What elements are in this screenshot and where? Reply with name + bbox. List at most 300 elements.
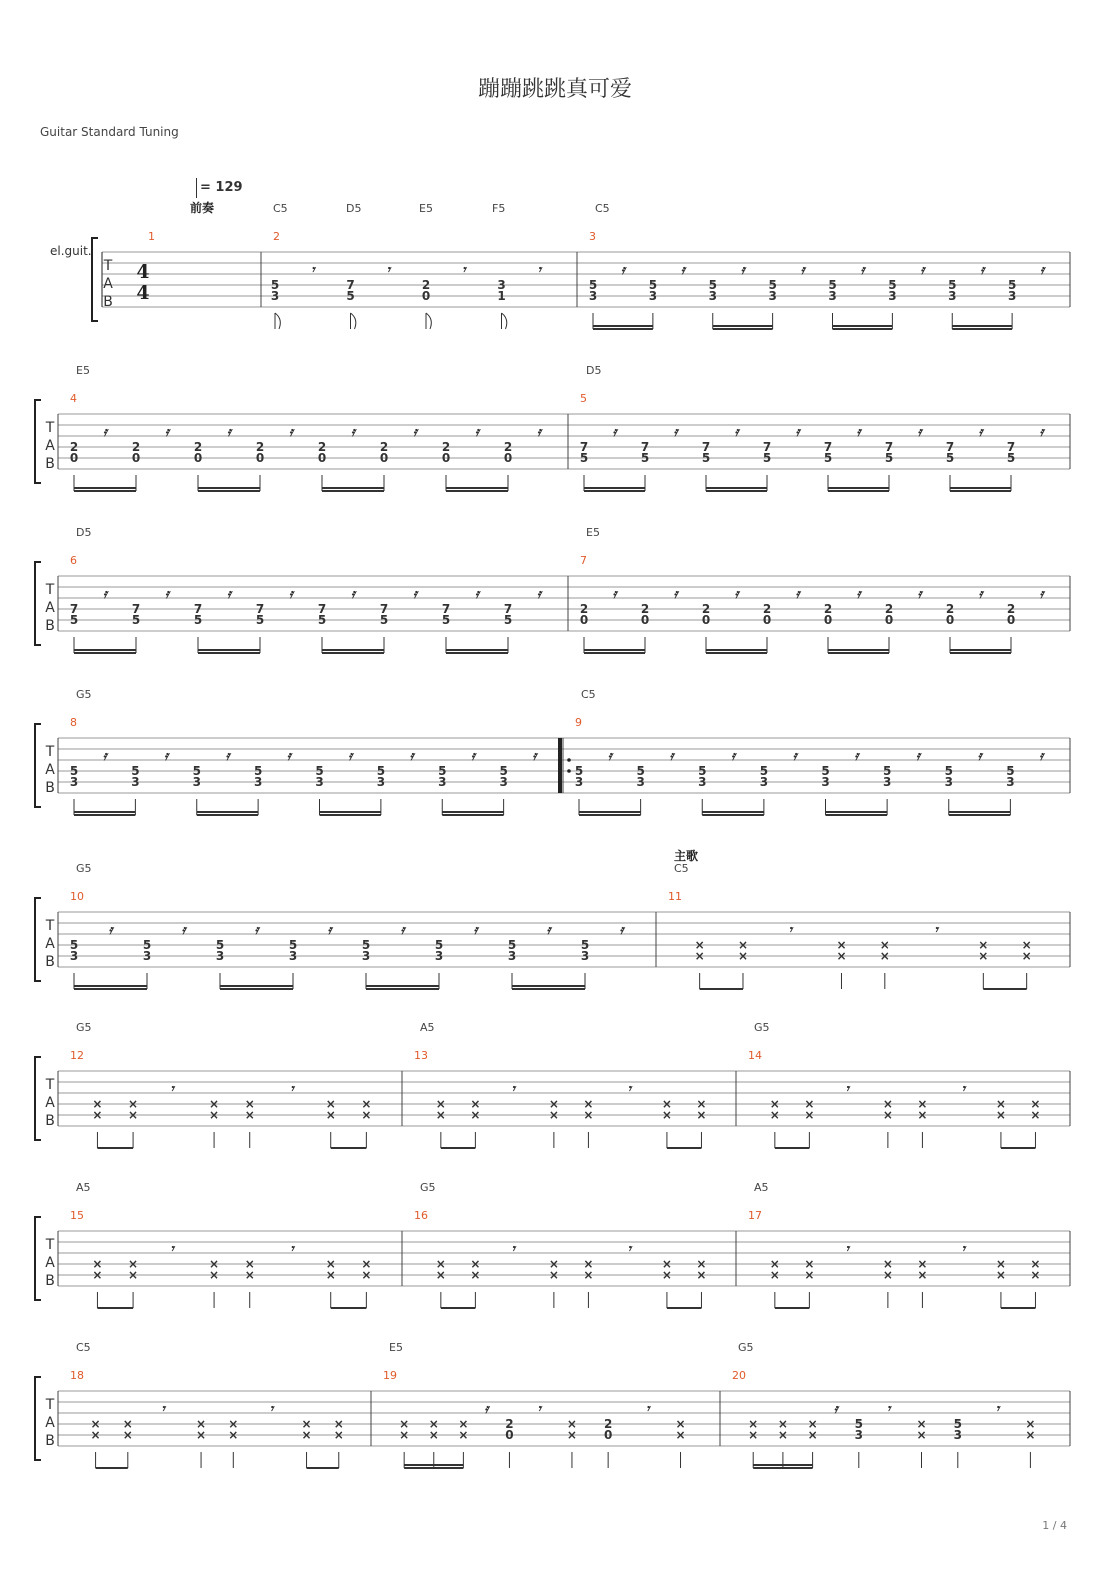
beam — [220, 985, 293, 987]
fret-number: 5 — [823, 451, 833, 465]
muted-note: × — [661, 1097, 672, 1111]
fret-number: 0 — [579, 613, 589, 627]
fret-number: 5 — [821, 764, 830, 778]
chord-symbol: A5 — [76, 1181, 91, 1194]
beam — [1001, 1307, 1036, 1309]
muted-note: × — [583, 1108, 594, 1122]
sixteenth-rest: 𝄿 — [669, 749, 674, 764]
fret-number: 7 — [69, 602, 79, 616]
fret-number: 7 — [379, 602, 389, 616]
muted-note: × — [90, 1417, 101, 1431]
measure-number: 2 — [273, 230, 280, 243]
tab-clef-letter: B — [45, 954, 55, 970]
tempo-marking: = 129 — [200, 180, 243, 195]
sixteenth-rest: 𝄿 — [532, 749, 537, 764]
fret-number: 3 — [288, 949, 298, 963]
chord-symbol: D5 — [346, 202, 362, 215]
fret-number: 3 — [438, 775, 447, 789]
fret-number: 5 — [636, 764, 645, 778]
muted-note: × — [882, 1108, 893, 1122]
sixteenth-rest: 𝄿 — [103, 587, 107, 602]
beam — [442, 811, 503, 813]
fret-number: 3 — [759, 775, 769, 789]
tab-clef-letter: A — [103, 276, 113, 292]
sixteenth-rest: 𝄿 — [286, 749, 291, 764]
sixteenth-rest: 𝄿 — [673, 587, 678, 602]
fret-number: 5 — [192, 764, 201, 778]
fret-number: 0 — [640, 613, 650, 627]
fret-number: 3 — [192, 775, 201, 789]
fret-number: 2 — [69, 440, 79, 454]
fret-number: 2 — [701, 602, 711, 616]
fret-number: 2 — [579, 602, 589, 616]
fret-number: 7 — [762, 440, 772, 454]
fret-number: 3 — [69, 775, 79, 789]
fret-number: 3 — [636, 775, 645, 789]
tab-clef-letter: B — [45, 618, 55, 634]
tab-clef-letter: B — [103, 294, 113, 310]
eighth-rest: 𝄾 — [537, 263, 541, 278]
tab-clef-letter: A — [45, 438, 55, 454]
muted-note: × — [399, 1428, 410, 1442]
beam — [197, 811, 258, 813]
muted-note: × — [675, 1417, 686, 1431]
measure-number: 19 — [383, 1369, 397, 1382]
fret-number: 5 — [580, 938, 590, 952]
sixteenth-rest: 𝄿 — [475, 587, 479, 602]
muted-note: × — [995, 1268, 1006, 1282]
muted-note: × — [361, 1108, 372, 1122]
sixteenth-rest: 𝄿 — [165, 425, 169, 440]
fret-number: 7 — [701, 440, 711, 454]
sixteenth-rest: 𝄿 — [854, 749, 859, 764]
sixteenth-rest: 𝄿 — [856, 425, 861, 440]
muted-note: × — [836, 938, 847, 952]
beam — [307, 1467, 339, 1469]
fret-number: 7 — [255, 602, 265, 616]
fret-number: 5 — [884, 451, 894, 465]
muted-note: × — [333, 1417, 344, 1431]
muted-note: × — [661, 1257, 672, 1271]
beam — [775, 1147, 810, 1149]
muted-note: × — [737, 938, 749, 952]
sixteenth-rest: 𝄿 — [289, 587, 293, 602]
beam — [753, 1467, 812, 1469]
sixteenth-rest: 𝄿 — [227, 425, 231, 440]
beam — [826, 814, 888, 816]
sixteenth-rest: 𝄿 — [470, 749, 475, 764]
fret-number: 5 — [317, 613, 327, 627]
beam — [366, 985, 439, 987]
beam — [331, 1147, 367, 1149]
eighth-rest: 𝄾 — [386, 263, 390, 278]
fret-number: 5 — [574, 764, 584, 778]
muted-note: × — [696, 1268, 707, 1282]
fret-number: 2 — [603, 1417, 613, 1431]
beam — [446, 652, 508, 654]
muted-note: × — [399, 1417, 410, 1431]
chord-symbol: C5 — [581, 688, 596, 701]
muted-note: × — [90, 1428, 101, 1442]
beam — [446, 487, 508, 489]
beam — [441, 1307, 476, 1309]
sixteenth-rest: 𝄿 — [917, 425, 922, 440]
muted-note: × — [209, 1097, 220, 1111]
muted-note: × — [748, 1417, 759, 1431]
fret-number: 5 — [193, 613, 203, 627]
sixteenth-rest: 𝄿 — [413, 425, 417, 440]
fret-number: 1 — [497, 289, 506, 303]
muted-note: × — [435, 1268, 446, 1282]
fret-number: 0 — [441, 451, 451, 465]
measure-number: 17 — [748, 1209, 762, 1222]
muted-note: × — [128, 1257, 139, 1271]
sixteenth-rest: 𝄿 — [915, 749, 920, 764]
muted-note: × — [244, 1257, 255, 1271]
tab-clef-letter: A — [45, 762, 55, 778]
beam — [667, 1147, 702, 1149]
muted-note: × — [836, 949, 847, 963]
muted-note: × — [301, 1428, 312, 1442]
system-bracket — [35, 1217, 41, 1300]
system-bracket — [35, 562, 41, 645]
fret-number: 5 — [579, 451, 589, 465]
sixteenth-rest: 𝄿 — [413, 587, 417, 602]
tab-clef-letter: T — [45, 1077, 55, 1093]
muted-note: × — [696, 1257, 707, 1271]
muted-note: × — [428, 1428, 439, 1442]
fret-number: 3 — [944, 775, 953, 789]
beam — [579, 814, 641, 816]
muted-note: × — [769, 1108, 780, 1122]
beam — [700, 988, 743, 990]
fret-number: 2 — [441, 440, 451, 454]
fret-number: 5 — [701, 451, 711, 465]
tab-clef-letter: T — [45, 1397, 55, 1413]
muted-note: × — [661, 1108, 672, 1122]
page-title: 蹦蹦跳跳真可爱 — [477, 77, 632, 102]
fret-number: 3 — [270, 289, 280, 303]
fret-number: 5 — [441, 613, 451, 627]
beam — [96, 1467, 128, 1469]
fret-number: 7 — [193, 602, 203, 616]
chord-symbol: E5 — [389, 1341, 403, 1354]
fret-number: 7 — [823, 440, 833, 454]
muted-note: × — [1025, 1428, 1036, 1442]
beam — [584, 649, 645, 651]
muted-note: × — [209, 1268, 220, 1282]
sixteenth-rest: 𝄿 — [1039, 749, 1044, 764]
muted-note: × — [458, 1428, 469, 1442]
muted-note: × — [122, 1417, 133, 1431]
muted-note: × — [361, 1097, 372, 1111]
fret-number: 5 — [507, 938, 517, 952]
system-bracket — [35, 1377, 41, 1460]
fret-number: 2 — [317, 440, 327, 454]
fret-number: 5 — [361, 938, 371, 952]
measure-number: 7 — [580, 554, 587, 567]
muted-note: × — [196, 1417, 207, 1431]
muted-note: × — [769, 1097, 780, 1111]
system-bracket — [35, 724, 41, 807]
chord-symbol: E5 — [419, 202, 433, 215]
fret-number: 5 — [315, 764, 324, 778]
system-bracket — [35, 898, 41, 981]
time-signature-top: 4 — [136, 261, 150, 283]
fret-number: 5 — [759, 764, 769, 778]
eighth-rest: 𝄾 — [511, 1242, 515, 1257]
muted-note: × — [995, 1097, 1006, 1111]
beam — [198, 652, 260, 654]
fret-number: 3 — [580, 949, 590, 963]
fret-number: 5 — [698, 764, 707, 778]
sixteenth-rest: 𝄿 — [289, 425, 293, 440]
tab-clef-letter: B — [45, 1113, 55, 1129]
fret-number: 0 — [131, 451, 141, 465]
fret-number: 2 — [255, 440, 265, 454]
fret-number: 3 — [888, 289, 897, 303]
muted-note: × — [209, 1108, 220, 1122]
fret-number: 5 — [434, 938, 444, 952]
muted-note: × — [470, 1268, 481, 1282]
fret-number: 3 — [361, 949, 371, 963]
muted-note: × — [333, 1428, 344, 1442]
muted-note: × — [548, 1097, 559, 1111]
fret-number: 3 — [131, 775, 140, 789]
beam — [74, 814, 135, 816]
sixteenth-rest: 𝄿 — [327, 923, 332, 938]
chord-symbol: C5 — [595, 202, 610, 215]
eighth-note-flag — [426, 313, 431, 329]
muted-note: × — [777, 1428, 788, 1442]
muted-note: × — [209, 1257, 220, 1271]
muted-note: × — [470, 1097, 481, 1111]
section-label: 前奏 — [190, 201, 215, 215]
fret-number: 5 — [945, 451, 955, 465]
fret-number: 7 — [640, 440, 650, 454]
chord-symbol: F5 — [492, 202, 506, 215]
fret-number: 5 — [854, 1417, 863, 1431]
chord-symbol: A5 — [420, 1021, 435, 1034]
measure-number: 9 — [575, 716, 582, 729]
chord-symbol: G5 — [76, 862, 92, 875]
measure-number: 11 — [668, 890, 682, 903]
muted-note: × — [917, 1268, 928, 1282]
eighth-rest: 𝄾 — [290, 1242, 294, 1257]
fret-number: 5 — [588, 278, 598, 292]
fret-number: 0 — [823, 613, 833, 627]
muted-note: × — [882, 1257, 893, 1271]
muted-note: × — [1021, 949, 1032, 963]
beam — [322, 490, 384, 492]
eighth-rest: 𝄾 — [311, 263, 315, 278]
fret-number: 3 — [882, 775, 892, 789]
fret-number: 2 — [884, 602, 894, 616]
muted-note: × — [978, 938, 989, 952]
muted-note: × — [879, 949, 890, 963]
sixteenth-rest: 𝄿 — [734, 425, 739, 440]
fret-number: 3 — [574, 775, 584, 789]
chord-symbol: G5 — [76, 688, 92, 701]
sixteenth-rest: 𝄿 — [860, 263, 865, 278]
sixteenth-rest: 𝄿 — [795, 587, 800, 602]
beam — [74, 988, 147, 990]
fret-number: 7 — [131, 602, 141, 616]
sixteenth-rest: 𝄿 — [473, 923, 478, 938]
fret-number: 3 — [648, 289, 658, 303]
fret-number: 0 — [379, 451, 389, 465]
sixteenth-rest: 𝄿 — [920, 263, 925, 278]
sixteenth-rest: 𝄿 — [800, 263, 805, 278]
muted-note: × — [92, 1268, 103, 1282]
fret-number: 3 — [708, 289, 717, 303]
eighth-rest: 𝄾 — [269, 1402, 274, 1417]
fret-number: 3 — [69, 949, 79, 963]
sixteenth-rest: 𝄿 — [546, 923, 551, 938]
chord-symbol: E5 — [586, 526, 600, 539]
chord-symbol: G5 — [420, 1181, 436, 1194]
fret-number: 5 — [1006, 451, 1016, 465]
tab-clef-letter: A — [45, 600, 55, 616]
fret-number: 3 — [434, 949, 444, 963]
fret-number: 3 — [315, 775, 324, 789]
fret-number: 2 — [823, 602, 833, 616]
fret-number: 3 — [953, 1428, 962, 1442]
sixteenth-rest: 𝄿 — [731, 749, 736, 764]
beam — [706, 649, 767, 651]
muted-note: × — [92, 1108, 103, 1122]
beam — [833, 325, 893, 327]
repeat-thick-bar — [558, 738, 562, 793]
fret-number: 3 — [828, 289, 837, 303]
sixteenth-rest: 𝄿 — [619, 923, 624, 938]
sixteenth-rest: 𝄿 — [409, 749, 414, 764]
beam — [446, 649, 508, 651]
sixteenth-rest: 𝄿 — [612, 425, 617, 440]
beam — [593, 328, 653, 330]
muted-note: × — [583, 1257, 594, 1271]
muted-note: × — [995, 1108, 1006, 1122]
eighth-rest: 𝄾 — [886, 1402, 891, 1417]
fret-number: 2 — [640, 602, 650, 616]
muted-note: × — [196, 1428, 207, 1442]
fret-number: 3 — [499, 775, 508, 789]
fret-number: 7 — [945, 440, 955, 454]
fret-number: 5 — [888, 278, 897, 292]
sixteenth-rest: 𝄿 — [254, 923, 259, 938]
fret-number: 3 — [376, 775, 386, 789]
beam — [74, 652, 136, 654]
system-bracket — [35, 1057, 41, 1140]
beam — [949, 814, 1011, 816]
chord-symbol: A5 — [754, 1181, 769, 1194]
eighth-rest: 𝄾 — [627, 1082, 631, 1097]
eighth-note-flag — [502, 313, 507, 329]
fret-number: 5 — [1006, 764, 1015, 778]
sixteenth-rest: 𝄿 — [103, 425, 107, 440]
muted-note: × — [566, 1417, 577, 1431]
muted-note: × — [228, 1417, 239, 1431]
muted-note: × — [92, 1097, 103, 1111]
sixteenth-rest: 𝄿 — [833, 1402, 838, 1417]
measure-number: 10 — [70, 890, 84, 903]
sixteenth-rest: 𝄿 — [181, 923, 186, 938]
tab-clef-letter: A — [45, 936, 55, 952]
muted-note: × — [128, 1097, 139, 1111]
fret-number: 3 — [698, 775, 707, 789]
beam — [702, 814, 764, 816]
beam — [198, 490, 260, 492]
beam — [584, 652, 645, 654]
tab-clef-letter: A — [45, 1095, 55, 1111]
sixteenth-rest: 𝄿 — [1039, 425, 1044, 440]
fret-number: 0 — [1006, 613, 1016, 627]
measure-number: 3 — [589, 230, 596, 243]
fret-number: 5 — [948, 278, 957, 292]
muted-note: × — [694, 949, 705, 963]
muted-note: × — [583, 1268, 594, 1282]
fret-number: 3 — [253, 775, 263, 789]
measure-number: 5 — [580, 392, 587, 405]
fret-number: 7 — [579, 440, 589, 454]
muted-note: × — [548, 1257, 559, 1271]
fret-number: 5 — [1007, 278, 1017, 292]
fret-number: 3 — [1007, 289, 1017, 303]
fret-number: 0 — [701, 613, 711, 627]
beam — [320, 814, 381, 816]
eighth-rest: 𝄾 — [961, 1082, 965, 1097]
muted-note: × — [917, 1108, 928, 1122]
beam — [950, 490, 1011, 492]
muted-note: × — [882, 1097, 893, 1111]
muted-note: × — [917, 1097, 928, 1111]
beam — [950, 649, 1011, 651]
beam — [713, 325, 773, 327]
muted-note: × — [435, 1097, 446, 1111]
muted-note: × — [566, 1428, 577, 1442]
measure-number: 15 — [70, 1209, 84, 1222]
beam — [366, 988, 439, 990]
sixteenth-rest: 𝄿 — [734, 587, 739, 602]
muted-note: × — [807, 1417, 818, 1431]
beam — [702, 811, 764, 813]
beam — [950, 652, 1011, 654]
eighth-rest: 𝄾 — [627, 1242, 631, 1257]
eighth-rest: 𝄾 — [537, 1402, 541, 1417]
measure-number: 1 — [148, 230, 155, 243]
muted-note: × — [325, 1257, 336, 1271]
beam — [74, 649, 136, 651]
section-label: 主歌 — [674, 849, 699, 863]
measure-number: 8 — [70, 716, 77, 729]
instrument-label: el.guit. — [50, 244, 92, 258]
fret-number: 3 — [215, 949, 225, 963]
muted-note: × — [1030, 1268, 1041, 1282]
muted-note: × — [804, 1268, 815, 1282]
fret-number: 5 — [438, 764, 447, 778]
fret-number: 3 — [948, 289, 957, 303]
beam — [713, 328, 773, 330]
muted-note: × — [548, 1268, 559, 1282]
beam — [198, 649, 260, 651]
fret-number: 5 — [708, 278, 717, 292]
sixteenth-rest: 𝄿 — [795, 425, 800, 440]
beam — [74, 811, 135, 813]
muted-note: × — [807, 1428, 818, 1442]
repeat-dot — [567, 769, 571, 773]
fret-number: 5 — [346, 289, 355, 303]
beam — [74, 985, 147, 987]
